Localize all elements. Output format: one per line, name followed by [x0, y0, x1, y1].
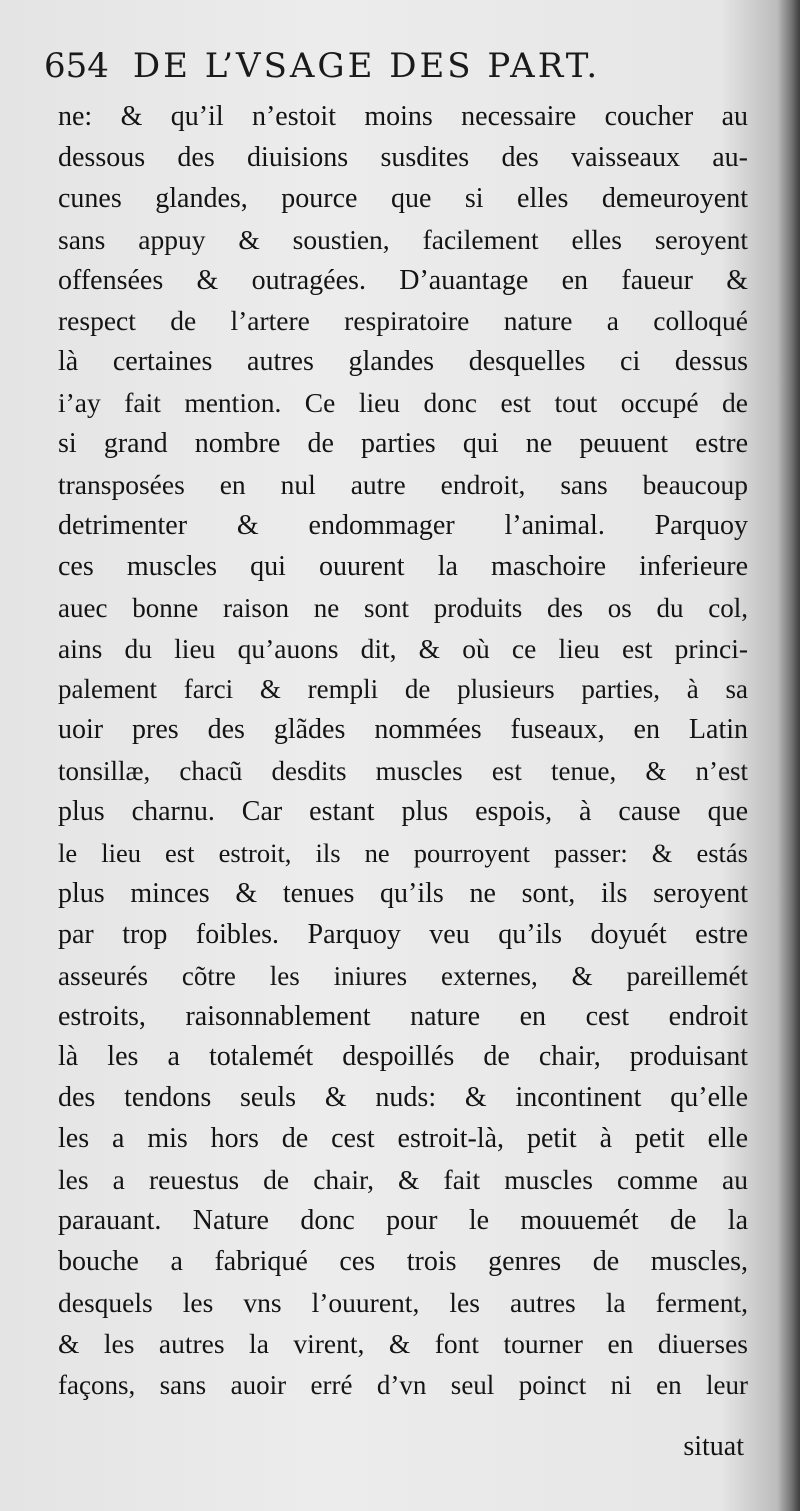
text-line: tonsillæ, chacũ desdits muscles est tenue, & n’est — [58, 756, 748, 787]
text-line: façons, sans auoir erré d’vn seul poinct ni en leur — [58, 1369, 748, 1400]
text-line: des tendons seuls & nuds: & incontinent qu’elle — [58, 1082, 748, 1114]
text-line: desquels les vns l’ouurent, les autres la ferment, — [58, 1286, 748, 1318]
text-line: là les a totalemét despoillés de chair, produisant — [58, 1041, 748, 1073]
text-line: dessous des diuisions susdites des vaisseaux au- — [58, 141, 748, 173]
text-line: ces muscles qui ouurent la maschoire inferieure — [58, 550, 748, 582]
text-line: asseurés cõtre les iniures externes, & pareillemét — [58, 960, 748, 991]
text-line: & les autres la virent, & font tourner en diuerses — [58, 1327, 748, 1359]
text-line: plus minces & tenues qu’ils ne sont, ils seroyent — [58, 877, 748, 909]
text-line: bouche a fabriqué ces trois genres de muscles, — [58, 1245, 748, 1277]
text-line: parauant. Nature donc pour le mouuemét de la — [58, 1205, 748, 1237]
text-line: ains du lieu qu’auons dit, & où ce lieu est princi- — [58, 632, 748, 664]
text-line: sans appuy & soustien, facilement elles seroyent — [58, 223, 748, 255]
text-line: les a mis hors de cest estroit-là, petit à petit elle — [58, 1123, 748, 1155]
page-edge-shadow — [778, 0, 800, 1511]
text-line: transposées en nul autre endroit, sans beaucoup — [58, 469, 748, 501]
text-line: les a reuestus de chair, & fait muscles comme au — [58, 1164, 748, 1196]
text-line: là certaines autres glandes desquelles ci dessus — [58, 346, 748, 378]
text-line: le lieu est estroit, ils ne pourroyent passer: & estás — [58, 838, 748, 869]
text-line: auec bonne raison ne sont produits des os du col, — [58, 592, 748, 623]
text-line: cunes glandes, pource que si elles demeuroyent — [58, 182, 748, 214]
text-line: plus charnu. Car estant plus espois, à cause que — [58, 796, 748, 828]
text-line: uoir pres des glãdes nommées fuseaux, en Latin — [58, 714, 748, 746]
page-header — [44, 40, 704, 92]
running-title: DE L’VSAGE DES PART. — [132, 46, 601, 86]
text-line: detrimenter & endommager l’animal. Parquoy — [58, 509, 748, 541]
text-line: i’ay fait mention. Ce lieu donc est tout occupé de — [58, 387, 748, 419]
page-number: 654 — [44, 46, 109, 86]
text-line: si grand nombre de parties qui ne peuuent estre — [58, 428, 748, 460]
text-line: palement farci & rempli de plusieurs parties, à sa — [58, 674, 748, 705]
catchword: situat — [683, 1431, 744, 1462]
text-line: estroits, raisonnablement nature en cest endroit — [58, 1000, 748, 1032]
text-line: respect de l’artere respiratoire nature a colloqué — [58, 305, 748, 337]
text-line: ne: & qu’il n’estoit moins necessaire coucher au — [58, 101, 748, 132]
text-line: offensées & outragées. D’auantage en faueur & — [58, 264, 748, 296]
text-line: par trop foibles. Parquoy veu qu’ils doyuét estre — [58, 918, 748, 950]
body-text — [58, 97, 748, 1406]
